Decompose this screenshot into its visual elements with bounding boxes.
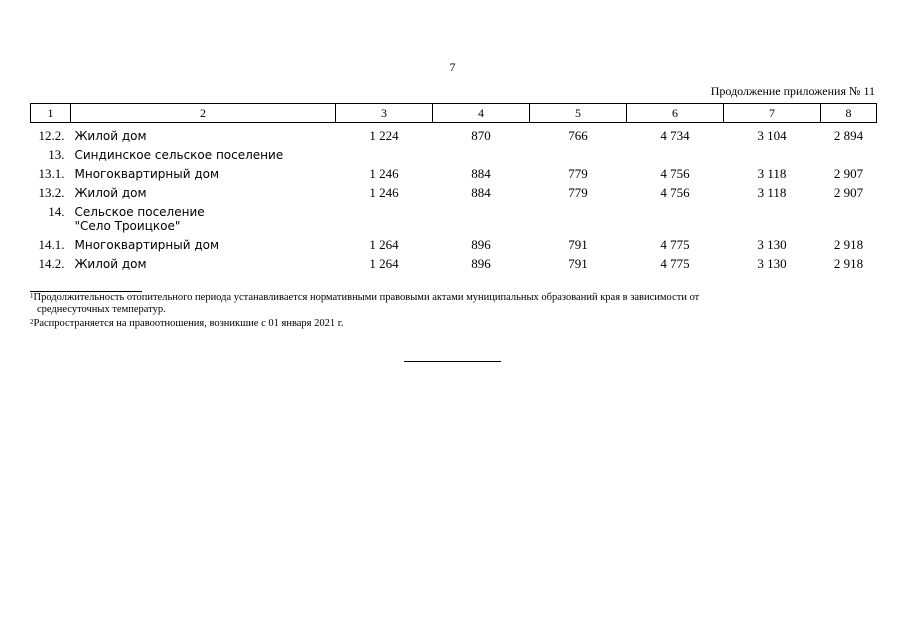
- row-name: Сельское поселение "Село Троицкое": [74, 205, 205, 233]
- footnote-2-mark: 2: [30, 318, 34, 326]
- cell-col-6: 4 756: [660, 185, 690, 200]
- footnote-1-text: Продолжительность отопительного периода устанавливается нормативными правовыми актами муниципальных образований края в зависимости от: [33, 292, 700, 303]
- cell-col-7: 3 130: [757, 237, 787, 252]
- cell-col-4: 896: [471, 256, 491, 271]
- page-number: 7: [449, 60, 456, 74]
- footnote-1: [30, 292, 876, 316]
- row-number: 13.: [48, 147, 65, 162]
- continuation-caption: Продолжение приложения № 11: [710, 84, 875, 98]
- header-col-3: 3: [336, 104, 433, 123]
- cell-col-8: 2 907: [833, 166, 864, 181]
- cell-col-3: 1 264: [369, 256, 399, 271]
- cell-col-5: 791: [568, 237, 588, 252]
- cell-col-3: [336, 202, 433, 235]
- footnote-2: [30, 318, 876, 330]
- cell-col-3: 1 246: [369, 166, 399, 181]
- cell-col-7: 3 104: [757, 128, 787, 143]
- cell-col-4: [433, 202, 530, 235]
- cell-col-6: 4 734: [660, 128, 690, 143]
- footnote-2-text: Распространяется на правоотношения, возникшие с 01 января 2021 г.: [33, 318, 344, 329]
- row-number: 14.2.: [38, 256, 65, 271]
- table-row: [31, 123, 877, 146]
- cell-col-8: [821, 202, 877, 235]
- header-col-4: 4: [433, 104, 530, 123]
- row-name: Жилой дом: [74, 257, 147, 271]
- cell-col-6: 4 775: [660, 237, 690, 252]
- cell-col-5: 791: [568, 256, 588, 271]
- table-row: [31, 254, 877, 273]
- cell-col-8: 2 894: [833, 128, 864, 143]
- cell-col-7: [724, 145, 821, 164]
- header-col-5: 5: [530, 104, 627, 123]
- cell-col-5: 779: [568, 185, 588, 200]
- row-number: 12.2.: [38, 128, 65, 143]
- table-row-section: [31, 145, 877, 164]
- header-row: [31, 104, 877, 123]
- header-col-8: 8: [821, 104, 877, 123]
- row-name: Многоквартирный дом: [74, 167, 220, 181]
- cell-col-8: 2 918: [833, 237, 864, 252]
- end-of-document-rule: [404, 361, 501, 362]
- cell-col-5: [530, 202, 627, 235]
- cell-col-6: 4 756: [660, 166, 690, 181]
- cell-col-4: 884: [471, 166, 491, 181]
- cell-col-7: 3 118: [757, 166, 787, 181]
- row-number: 14.1.: [38, 237, 65, 252]
- header-col-2: 2: [71, 104, 336, 123]
- table-row: [31, 183, 877, 202]
- row-name: Жилой дом: [74, 129, 147, 143]
- cell-col-4: 870: [471, 128, 491, 143]
- cell-col-4: [433, 145, 530, 164]
- cell-col-4: 896: [471, 237, 491, 252]
- cell-col-3: 1 246: [369, 185, 399, 200]
- cell-col-5: 766: [568, 128, 588, 143]
- cell-col-7: 3 130: [757, 256, 787, 271]
- cell-col-4: 884: [471, 185, 491, 200]
- header-col-6: 6: [627, 104, 724, 123]
- cell-col-3: 1 264: [369, 237, 399, 252]
- cell-col-8: [821, 145, 877, 164]
- cell-col-8: 2 918: [833, 256, 864, 271]
- cell-col-5: 779: [568, 166, 588, 181]
- cell-col-7: [724, 202, 821, 235]
- cell-col-8: 2 907: [833, 185, 864, 200]
- cell-col-3: [336, 145, 433, 164]
- cell-col-6: 4 775: [660, 256, 690, 271]
- header-col-7: 7: [724, 104, 821, 123]
- cell-col-5: [530, 145, 627, 164]
- cell-col-3: 1 224: [369, 128, 399, 143]
- row-name: Многоквартирный дом: [74, 238, 220, 252]
- row-name: Жилой дом: [74, 186, 147, 200]
- row-name: Синдинское сельское поселение: [74, 148, 284, 162]
- cell-col-7: 3 118: [757, 185, 787, 200]
- cell-col-6: [627, 145, 724, 164]
- cell-col-6: [627, 202, 724, 235]
- table-row-section: [31, 202, 877, 235]
- tariff-table: [30, 103, 877, 273]
- row-number: 14.: [48, 204, 65, 219]
- footnote-1-mark: 1: [30, 292, 34, 300]
- table-row: [31, 235, 877, 254]
- row-number: 13.1.: [38, 166, 65, 181]
- footnote-1-continuation: среднесуточных температур.: [37, 304, 166, 315]
- header-col-1: 1: [31, 104, 71, 123]
- row-number: 13.2.: [38, 185, 65, 200]
- table-row: [31, 164, 877, 183]
